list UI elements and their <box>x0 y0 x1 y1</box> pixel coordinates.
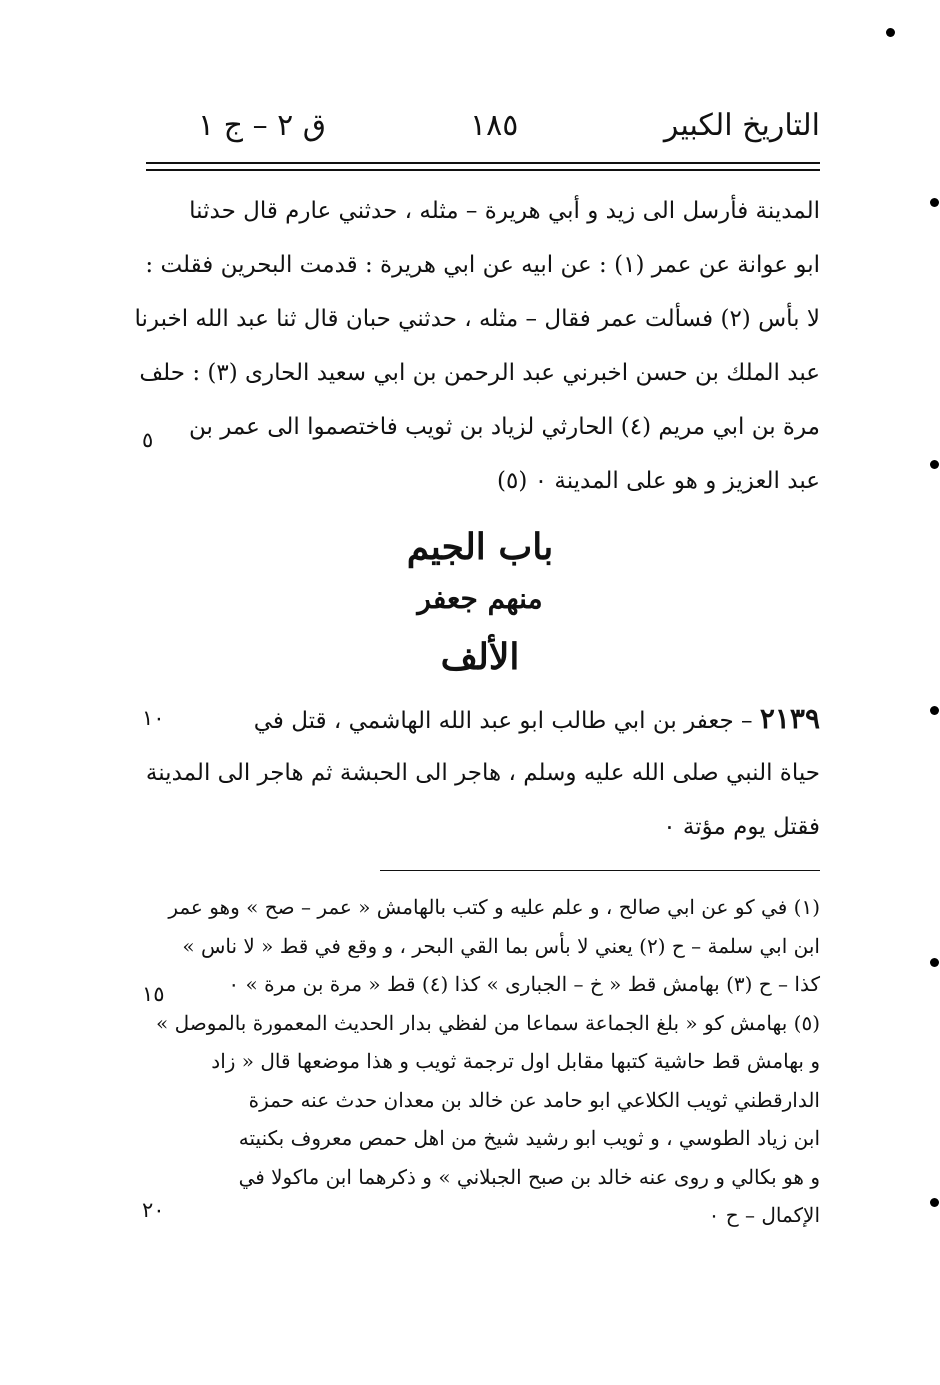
body-line: ابو عوانة عن عمر (١) : عن ابيه عن ابي هريرة : قدمت البحرين فقلت : <box>145 252 820 278</box>
scan-speck <box>930 958 939 967</box>
letter-heading: الألف <box>440 636 520 678</box>
body-line: عبد العزيز و هو على المدينة ٠ (٥) <box>497 468 820 494</box>
line-number-10: ١٠ <box>142 706 165 730</box>
page-number: ١٨٥ <box>470 108 519 143</box>
scan-speck <box>930 460 939 469</box>
subheading: منهم جعفر <box>417 582 543 615</box>
entry-number: ٢١٣٩ <box>759 702 820 735</box>
footnote-line: كذا – ح (٣) بهامش قط « خ – الجبارى » كذا (٤) قط « مرة بن مرة » ٠ <box>228 972 820 996</box>
scan-speck <box>930 1198 939 1207</box>
chapter-heading: باب الجيم <box>406 526 554 568</box>
entry-line: – جعفر بن ابي طالب ابو عبد الله الهاشمي ، قتل في <box>253 708 760 734</box>
volume-label: ق ٢ – ج ١ <box>198 108 327 143</box>
footnote-line: (١) في كو عن ابي صالح ، و علم عليه و كتب بالهامش « عمر – صح » وهو عمر <box>168 895 820 919</box>
line-number-5: ٥ <box>142 428 154 452</box>
line-number-15: ١٥ <box>142 982 165 1006</box>
body-text <box>134 184 820 508</box>
footnote-line: ابن ابي سلمة – ح (٢) يعني لا بأس بما القي البحر ، و وقع في قط « لا ناس » <box>182 933 820 958</box>
footnotes <box>155 888 820 1235</box>
body-line: مرة بن ابي مريم (٤) الحارثي لزياد بن ثويب فاختصموا الى عمر بن <box>188 414 820 440</box>
body-line: المدينة فأرسل الى زيد و أبي هريرة – مثله ، حدثني عارم قال حدثنا <box>189 198 820 224</box>
page-header <box>150 108 820 158</box>
entry-line: فقتل يوم مؤتة ٠ <box>663 814 820 840</box>
footnote-line: الدارقطني ثويب الكلاعي ابو حامد عن خالد بن معدان حدث عنه حمزة <box>248 1087 820 1112</box>
body-line: عبد الملك بن حسن اخبرني عبد الرحمن بن ابي سعيد الحارى (٣) : حلف <box>139 360 820 386</box>
body-line: لا بأس (٢) فسألت عمر فقال – مثله ، حدثني حبان قال ثنا عبد الله اخبرنا <box>134 306 820 332</box>
entry-line: حياة النبي صلى الله عليه وسلم ، هاجر الى الحبشة ثم هاجر الى المدينة <box>145 760 820 786</box>
footnote-line: الإكمال – ح ٠ <box>708 1203 820 1227</box>
running-title: التاريخ الكبير <box>663 108 820 143</box>
line-number-20: ٢٠ <box>142 1198 165 1222</box>
footnote-line: ابن زياد الطوسي ، و ثويب ابو رشيد شيخ من اهل حمص معروف بكنيته <box>238 1126 820 1150</box>
scan-speck <box>930 198 939 207</box>
scan-speck <box>930 706 939 715</box>
scan-speck <box>886 28 895 37</box>
footnote-line: (٥) بهامش كو « بلغ الجماعة سماعا من لفظي بدار الحديث المعمورة بالموصل » <box>155 1010 820 1035</box>
footnote-separator <box>380 870 820 871</box>
entry-first-line <box>190 692 820 746</box>
header-rule-top <box>146 162 820 164</box>
footnote-line: و بهامش قط حاشية كتبها مقابل اول ترجمة ثويب و هذا موضعها قال « زاد <box>211 1049 820 1073</box>
footnote-line: و هو بكالي و روى عنه خالد بن صبح الجبلاني » و ذكرهما ابن ماكولا في <box>238 1164 820 1189</box>
header-rule-bottom <box>146 169 820 171</box>
